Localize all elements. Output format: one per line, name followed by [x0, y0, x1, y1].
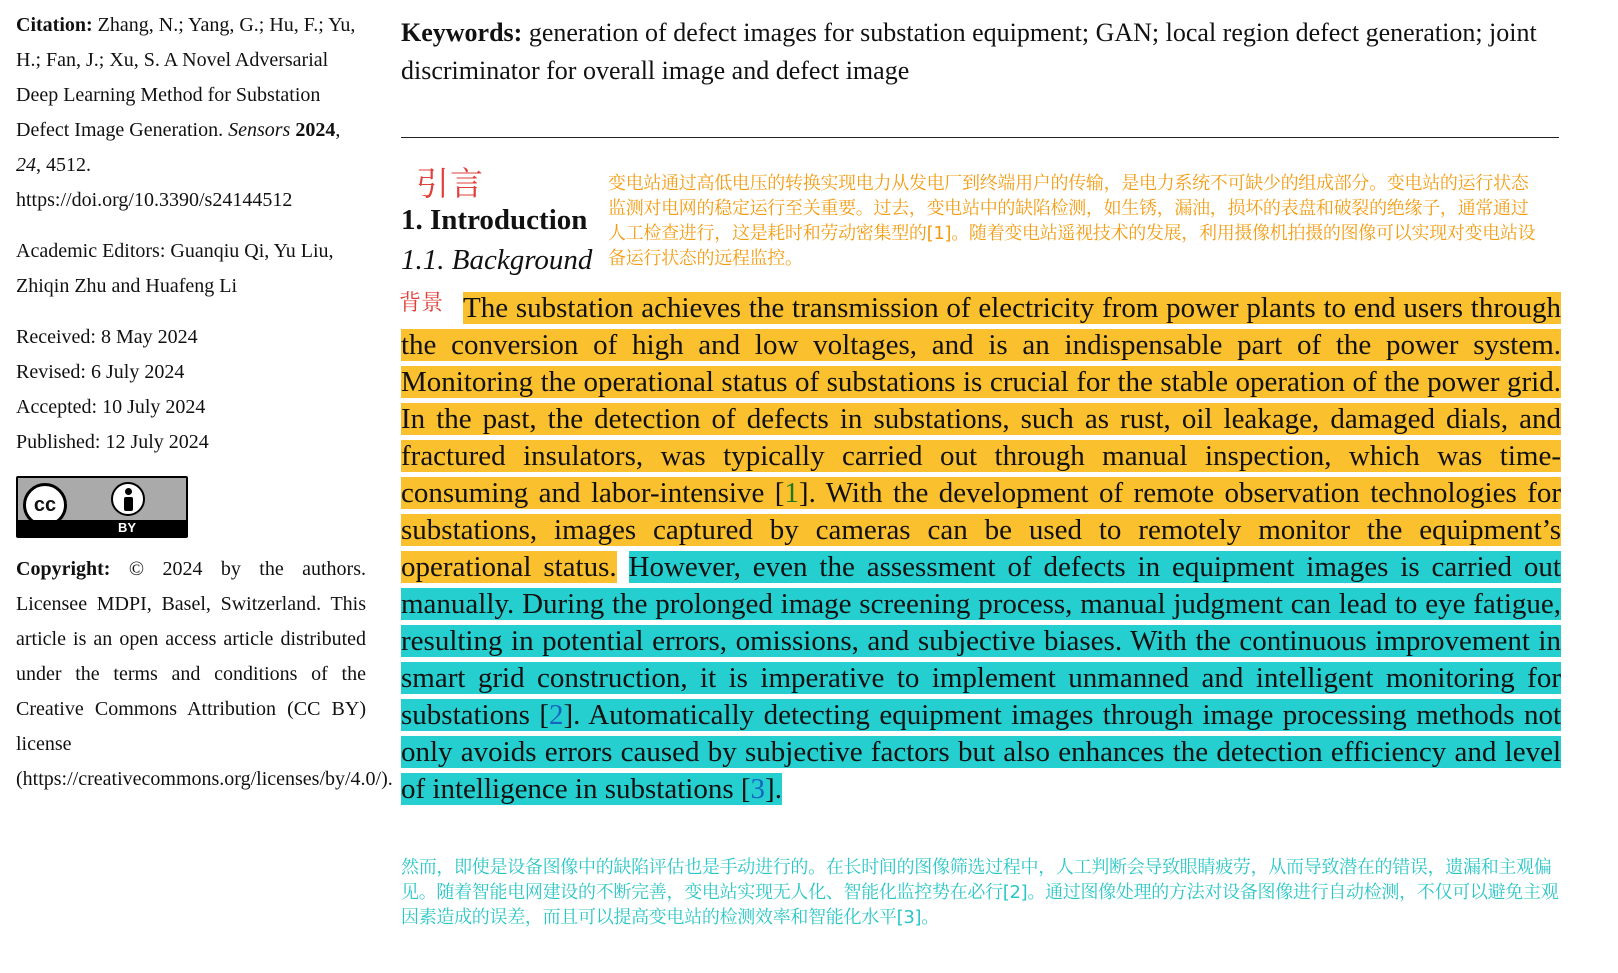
section-heading-introduction: 1. Introduction: [401, 204, 588, 236]
copyright-label: Copyright:: [16, 558, 111, 580]
reference-link-1[interactable]: 1: [784, 477, 799, 509]
accepted-date: Accepted: 10 July 2024: [16, 396, 206, 418]
section-divider: [401, 137, 1559, 138]
copyright-block: [16, 552, 393, 797]
reference-link-3[interactable]: 3: [750, 773, 766, 805]
dates-block: [16, 320, 366, 460]
copyright-text: © 2024 by the authors. Licensee MDPI, Basel, Switzerland. This article is an open access article distributed under the terms and conditions of the Creative Commons Attribution (CC BY) license (https://creativecommons.org/licenses/by/4.0/).: [16, 558, 393, 790]
chinese-translation-2: 然而，即使是设备图像中的缺陷评估也是手动进行的。在长时间的图像筛选过程中，人工判断会导致眼睛疲劳，从而导致潜在的错误，遗漏和主观偏见。随着智能电网建设的不断完善，变电站实现无人化、智能化监控势在必行[2]。通过图像处理的方法对设备图像进行自动检测，不仅可以避免主观因素造成的误差，而且可以提高变电站的检测效率和智能化水平[3]。: [401, 857, 1559, 928]
creative-commons-icon[interactable]: [16, 476, 188, 538]
background-paragraph: [401, 290, 1561, 808]
subsection-heading-background: 1.1. Background: [401, 244, 593, 276]
cc-by-label: BY: [118, 520, 137, 535]
annotation-background: 背景: [399, 291, 444, 316]
attribution-person-icon: [111, 482, 145, 516]
citation-pages: 4512.: [46, 154, 91, 176]
citation-journal: Sensors: [228, 119, 291, 141]
main-content: [401, 14, 1563, 90]
published-date: Published: 12 July 2024: [16, 431, 209, 453]
highlight-yellow: The substation achieves the transmission of electricity from power plants to end users through the conversion of high and low voltages, and is an indispensable part of the power system. Monitoring the operational status of substations is crucial for the stable operation of the power grid. In the past, the detection of defects in substations, such as rust, oil leakage, damaged dials, and fractured insulators, was typically carried out through manual inspection, which was time-consuming and labor-intensive [1]. With the development of remote observation technologies for substations, images captured by cameras can be used to remotely monitor the equipment’s operational status.: [401, 292, 1561, 583]
citation-block: Citation: Zhang, N.; Yang, G.; Hu, F.; Yu, H.; Fan, J.; Xu, S. A Novel Adversarial Deep Learning Method for Substation Defect Image Generation. Sensors 2024, 24, 4512. https://doi.org/10.3390/s24144512: [16, 14, 356, 211]
article-sidebar: [16, 8, 393, 797]
keywords-label: Keywords:: [401, 18, 523, 47]
academic-editors: [16, 234, 366, 304]
highlight-cyan: However, even the assessment of defects in equipment images is carried out manually. During the prolonged image screening process, manual judgment can lead to eye fatigue, resulting in potential errors, omissions, and subjective biases. With the continuous improvement in smart grid construction, it is imperative to implement unmanned and intelligent monitoring for substations [2]. Automatically detecting equipment images through image processing methods not only avoids errors caused by subjective factors but also enhances the detection efficiency and level of intelligence in substations [3].: [401, 551, 1562, 805]
citation-year: 2024: [295, 119, 336, 141]
annotation-intro: 引言: [416, 164, 484, 203]
keywords: [401, 14, 1563, 90]
citation-doi-link[interactable]: https://doi.org/10.3390/s24144512: [16, 189, 293, 211]
cc-logo-icon: cc: [23, 483, 67, 527]
keywords-text: generation of defect images for substation equipment; GAN; local region defect generation; joint discriminator for overall image and defect image: [401, 18, 1537, 85]
reference-link-2[interactable]: 2: [549, 699, 564, 731]
citation-label: Citation:: [16, 14, 93, 36]
revised-date: Revised: 6 July 2024: [16, 361, 185, 383]
citation-volume: 24: [16, 154, 36, 176]
chinese-translation-1: 变电站通过高低电压的转换实现电力从发电厂到终端用户的传输，是电力系统不可缺少的组成部分。变电站的运行状态监测对电网的稳定运行至关重要。过去，变电站中的缺陷检测，如生锈，漏油，损坏的表盘和破裂的绝缘子，通常通过人工检查进行，这是耗时和劳动密集型的[1]。随着变电站遥视技术的发展，利用摄像机拍摄的图像可以实现对变电站设备运行状态的远程监控。: [608, 173, 1536, 269]
citation-authors: Zhang, N.; Yang, G.; Hu, F.; Yu, H.; Fan, J.; Xu, S. A Novel Adversarial Deep Learning Method for Substation Defect Image Generation.: [16, 14, 356, 141]
received-date: Received: 8 May 2024: [16, 326, 198, 348]
editors-text: Academic Editors: Guanqiu Qi, Yu Liu, Zhiqin Zhu and Huafeng Li: [16, 240, 334, 297]
